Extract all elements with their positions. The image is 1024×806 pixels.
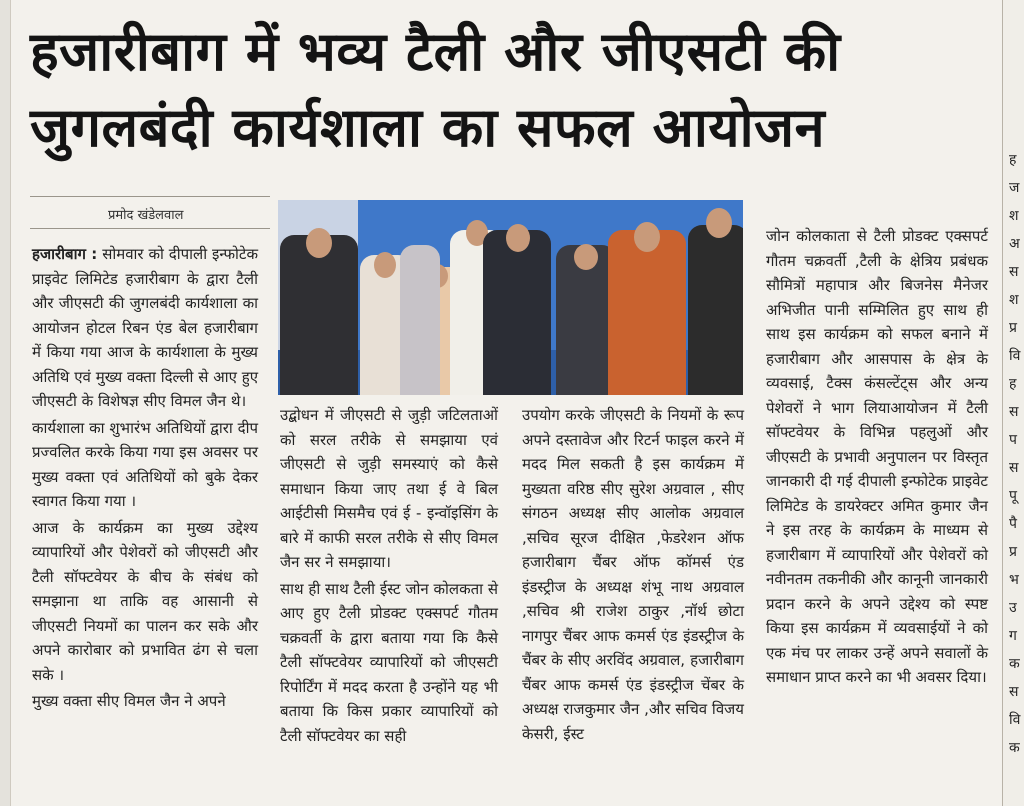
event-photo bbox=[278, 200, 743, 395]
adjacent-article-char: स bbox=[1009, 264, 1019, 280]
photo-person-6-head bbox=[506, 224, 530, 252]
column-4-paragraph-1: जोन कोलकाता से टैली प्रोडक्ट एक्सपर्ट गौतम चक्रवर्ती ,टैली के क्षेत्रिय प्रबंधक सौमित्रों महापात्र और बिजनेस मैनेजर अभिजीत पानी सम्मिलित हुए साथ ही साथ इस कार्यक्रम को सफल बनाने में हजारीबाग और आसपास के क्षेत्र के व्यवसाई, टैक्स कंसल्टेंट्स और अन्य पेशेवरों ने भाग लियाआयोजन में टैली सॉफ्टवेयर के विभिन्न पहलुओं और जीएसटी के प्रभावी अनुपालन पर विस्तृत जानकारी दी गई दीपाली इन्फोटेक प्राइवेट लिमिटेड के डायरेक्टर अमित कुमार जैन ने इस तरह के कार्यक्रम के माध्यम से हजारीबाग में व्यापारियों और पेशेवरों को नवीनतम तकनीकी और कानूनी जानकारी प्रदान करने के अपने उद्देश्य को स्पष्ट किया इस कार्यक्रम में व्यवसाईयों ने को एक मंच पर लाकर उन्हें अपने सवालों के समाधान प्राप्त करने का भी अवसर दिया। bbox=[766, 227, 988, 686]
column-1-paragraph-3: आज के कार्यक्रम का मुख्य उद्देश्य व्यापारियों और पेशेवरों को जीएसटी और टैली सॉफ्टवेयर के बीच के संबंध को समझाना था ताकि वह आसानी से जीएसटी नियमों का पालन कर सके और अपने कारोबार को प्रभावित ढंग से चला सके । bbox=[32, 518, 258, 684]
adjacent-article-char: क bbox=[1009, 740, 1020, 756]
photo-person-6 bbox=[483, 230, 551, 395]
photo-person-8-head bbox=[634, 222, 660, 252]
byline-rule-top bbox=[30, 196, 270, 197]
adjacent-article-strip bbox=[1002, 0, 1024, 806]
adjacent-article-char: ह bbox=[1009, 376, 1017, 392]
column-2-paragraph-2: साथ ही साथ टैली ईस्ट जोन कोलकता से आए हुए टैली प्रोडक्ट एक्सपर्ट गौतम चक्रवर्ती के द्वारा बताया गया कि कैसे टैली सॉफ्टवेयर व्यापारियों को जीएसटी रिपोर्टिंग में मदद करता है उन्होंने यह भी बताया कि किस प्रकार व्यापारियों को टैली सॉफ्टवेयर का सही bbox=[280, 579, 498, 745]
photo-person-1-head bbox=[306, 228, 332, 258]
dateline: हजारीबाग : bbox=[32, 245, 98, 263]
photo-person-7-head bbox=[574, 244, 598, 270]
column-1-paragraph-4: मुख्य वक्ता सीए विमल जैन ने अपने bbox=[32, 692, 226, 710]
byline-rule-bottom bbox=[30, 228, 270, 229]
adjacent-article-char: श bbox=[1009, 292, 1019, 308]
adjacent-article-char: वि bbox=[1009, 348, 1021, 364]
article-column-4 bbox=[766, 224, 988, 690]
adjacent-article-char: उ bbox=[1009, 600, 1017, 616]
photo-person-9-head bbox=[706, 208, 732, 238]
adjacent-article-char: स bbox=[1009, 460, 1019, 476]
adjacent-article-char: अ bbox=[1009, 236, 1020, 252]
byline: प्रमोद खंडेलवाल bbox=[108, 208, 184, 223]
adjacent-article-char: पै bbox=[1009, 516, 1017, 532]
photo-person-2-head bbox=[374, 252, 396, 278]
adjacent-article-char: क bbox=[1009, 656, 1020, 672]
adjacent-article-char: स bbox=[1009, 684, 1019, 700]
photo-person-1 bbox=[280, 235, 358, 395]
photo-person-9 bbox=[688, 225, 743, 395]
column-3-paragraph-1: उपयोग करके जीएसटी के नियमों के रूप अपने दस्तावेज और रिटर्न फाइल करने में मदद मिल सकती है इस कार्यक्रम में मुख्यता वरिष्ठ सीए सुरेश अग्रवाल , सीए संगठन अध्यक्ष सीए आलोक अग्रवाल ,सचिव सूरज दीक्षित ,फेडरेशन ऑफ हजारीबाग चैंबर ऑफ कॉमर्स एंड इंडस्ट्रीज के अध्यक्ष शंभू नाथ अग्रवाल ,सचिव श्री राजेश ठाकुर ,नॉर्थ छोटा नागपुर चैंबर आफ कमर्स एंड इंडस्ट्रीज के चैंबर के सीए अरविंद अग्रवाल, हजारीबाग चैंबर आफ कमर्स एंड इंडस्ट्रीज चेंबर के अध्यक्ष राजकुमार जैन ,और सचिव विजय केसरी, ईस्ट bbox=[522, 406, 744, 743]
adjacent-article-char: ह bbox=[1009, 152, 1017, 168]
article-column-3 bbox=[522, 403, 744, 746]
headline bbox=[30, 14, 990, 166]
adjacent-article-char: ज bbox=[1009, 180, 1020, 196]
adjacent-article-char: प bbox=[1009, 432, 1017, 448]
adjacent-article-char: प्र bbox=[1009, 320, 1017, 336]
page-gutter bbox=[0, 0, 11, 806]
photo-person-8 bbox=[608, 230, 686, 395]
column-1-text-1: सोमवार को दीपाली इन्फोटेक प्राइवेट लिमिटेड हजारीबाग के द्वारा टैली और जीएसटी की जुगलबंदी कार्यशाला का आयोजन होटल रिबन एंड बेल हजारीबाग में किया गया आज के कार्यशाला के मुख्य अतिथि एवं मुख्य वक्ता दिल्ली से आए हुए जीएसटी के विशेषज्ञ सीए विमल जैन थे। bbox=[32, 245, 258, 410]
article-column-1 bbox=[32, 242, 258, 714]
adjacent-article-char: पू bbox=[1009, 488, 1017, 504]
adjacent-article-char: प्र bbox=[1009, 544, 1017, 560]
article-column-2 bbox=[280, 403, 498, 748]
adjacent-article-char: वि bbox=[1009, 712, 1021, 728]
column-1-paragraph-2: कार्यशाला का शुभारंभ अतिथियों द्वारा दीप प्रज्वलित करके किया गया इस अवसर पर मुख्य वक्ता एवं अतिथियों को बुके देकर स्वागत किया गया । bbox=[32, 418, 258, 510]
adjacent-article-char: ग bbox=[1009, 628, 1017, 644]
adjacent-article-char: भ bbox=[1009, 572, 1019, 588]
photo-person-4 bbox=[400, 245, 440, 395]
column-2-paragraph-1: उद्बोधन में जीएसटी से जुड़ी जटिलताओं को सरल तरीके से समझाया एवं जीएसटी से जुड़ी समस्याएं को कैसे समाधान किया जाए तथा ई वे बिल आईटीसी मिसमैच एवं ई - इन्वॉइसिंग के बारे में काफी सरल तरीके से सीए विमल जैन सर ने समझाया। bbox=[280, 406, 498, 571]
column-1-paragraph-1 bbox=[32, 242, 258, 414]
headline-line-2: जुगलबंदी कार्यशाला का सफल आयोजन bbox=[30, 96, 826, 159]
adjacent-article-char: स bbox=[1009, 404, 1019, 420]
headline-line-1: हजारीबाग में भव्य टैली और जीएसटी की bbox=[30, 20, 841, 83]
adjacent-article-char: श bbox=[1009, 208, 1019, 224]
